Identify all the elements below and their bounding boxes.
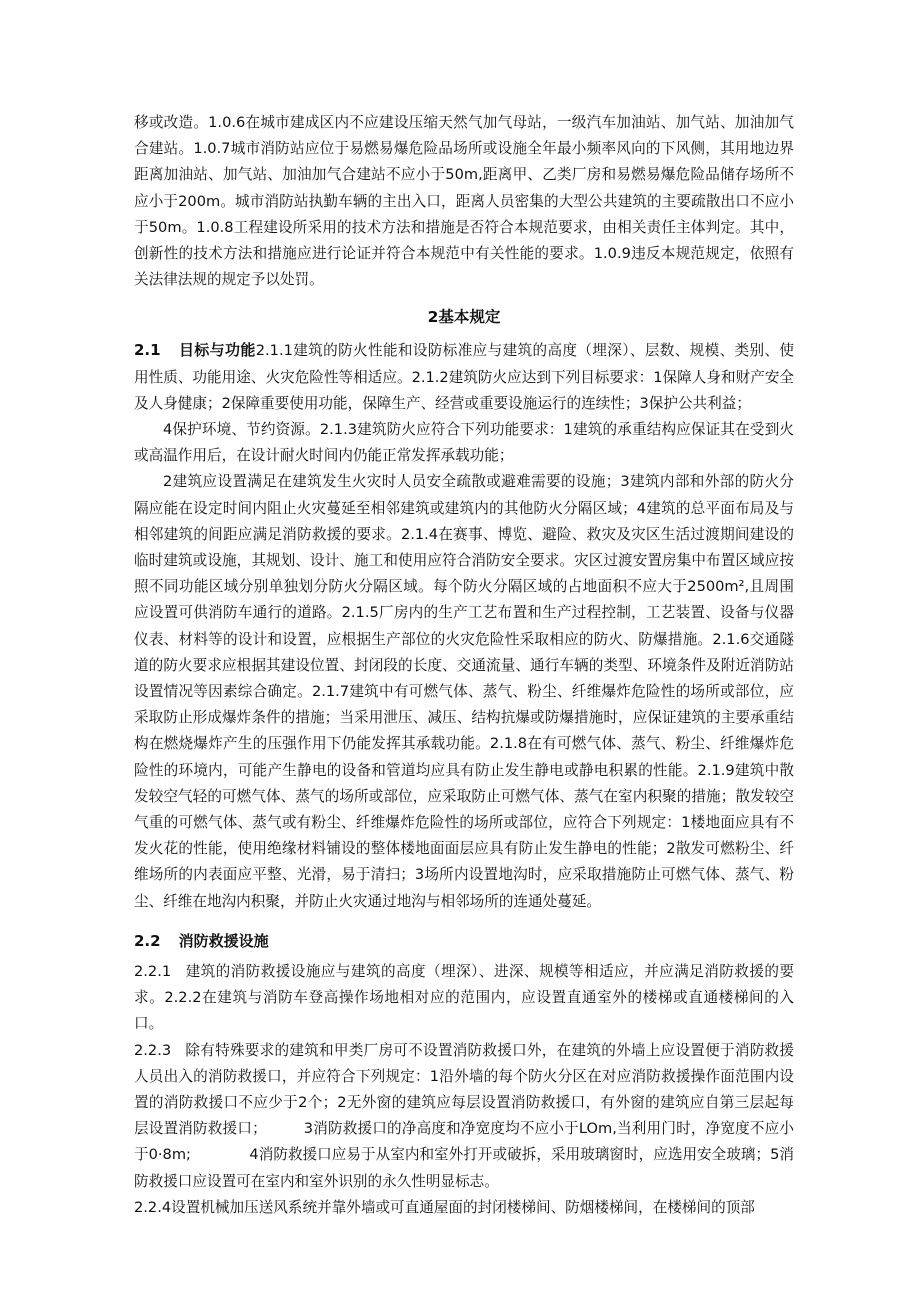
clause-2-2-1-paragraph bbox=[134, 959, 794, 1038]
clause-2-2-3-paragraph bbox=[134, 1038, 794, 1195]
document-page bbox=[134, 110, 794, 1221]
clause-2-2-3-number: 2.2.3 bbox=[134, 1041, 172, 1059]
section-2-1-paragraph-3: 2建筑应设置满足在建筑发生火灾时人员安全疏散或避难需要的设施；3建筑内部和外部的防火分隔应能在设定时间内阻止火灾蔓延至相邻建筑或建筑内的其他防火分隔区域；4建筑的总平面布局及与相邻建筑的间距应满足消防救援的要求。2.1.4在赛事、博览、避险、救灾及灾区生活过渡期间建设的临时建筑或设施，其规划、设计、施工和使用应符合消防安全要求。灾区过渡安置房集中布置区域应按照不同功能区域分别单独划分防火分隔区域。每个防火分隔区域的占地面积不应大于2500m²,且周围应设置可供消防车通行的道路。2.1.5厂房内的生产工艺布置和生产过程控制，工艺装置、设备与仪器仪表、材料等的设计和设置，应根据生产部位的火灾危险性采取相应的防火、防爆措施。2.1.6交通隧道的防火要求应根据其建设位置、封闭段的长度、交通流量、通行车辆的类型、环境条件及附近消防站设置情况等因素综合确定。2.1.7建筑中有可燃气体、蒸气、粉尘、纤维爆炸危险性的场所或部位，应采取防止形成爆炸条件的措施；当采用泄压、减压、结构抗爆或防爆措施时，应保证建筑的主要承重结构在燃烧爆炸产生的压强作用下仍能发挥其承载功能。2.1.8在有可燃气体、蒸气、粉尘、纤维爆炸危险性的环境内，可能产生静电的设备和管道均应具有防止发生静电或静电积累的性能。2.1.9建筑中散发较空气轻的可燃气体、蒸气的场所或部位，应采取防止可燃气体、蒸气在室内积聚的措施；散发较空气重的可燃气体、蒸气或有粉尘、纤维爆炸危险性的场所或部位，应符合下列规定：1楼地面应具有不发火花的性能，使用绝缘材料铺设的整体楼地面面层应具有防止发生静电的性能；2散发可燃粉尘、纤维场所的内表面应平整、光滑，易于清扫；3场所内设置地沟时，应采取措施防止可燃气体、蒸气、粉尘、纤维在地沟内积聚，并防止火灾通过地沟与相邻场所的连通处蔓延。 bbox=[134, 473, 794, 910]
section-2-2-number: 2.2 bbox=[134, 931, 161, 950]
clause-2-2-1-text: 建筑的消防救援设施应与建筑的高度（埋深）、进深、规模等相适应，并应满足消防救援的要求。2.2.2在建筑与消防车登高操作场地相对应的范围内，应设置直通室外的楼梯或直通楼梯间的入口。 bbox=[134, 962, 794, 1033]
section-2-1-title: 目标与功能 bbox=[178, 341, 256, 360]
section-2-2-heading bbox=[134, 927, 794, 955]
section-2-2-title: 消防救援设施 bbox=[178, 931, 269, 950]
clause-2-2-4-paragraph: 2.2.4设置机械加压送风系统并靠外墙或可直通屋面的封闭楼梯间、防烟楼梯间，在楼梯间的顶部 bbox=[134, 1198, 755, 1216]
intro-paragraph: 移或改造。1.0.6在城市建成区内不应建设压缩天然气加气母站，一级汽车加油站、加气站、加油加气合建站。1.0.7城市消防站应位于易燃易爆危险品场所或设施全年最小频率风向的下风侧，其用地边界距离加油站、加气站、加油加气合建站不应小于50m,距离甲、乙类厂房和易燃易爆危险品储存场所不应小于200m。城市消防站执勤车辆的主出入口，距离人员密集的大型公共建筑的主要疏散出口不应小于50m。1.0.8工程建设所采用的技术方法和措施是否符合本规范要求，由相关责任主体判定。其中，创新性的技术方法和措施应进行论证并符合本规范中有关性能的要求。1.0.9违反本规范规定，依照有关法律法规的规定予以处罚。 bbox=[134, 114, 794, 289]
clause-2-2-3-text: 除有特殊要求的建筑和甲类厂房可不设置消防救援口外，在建筑的外墙上应设置便于消防救援人员出入的消防救援口，并应符合下列规定：1沿外墙的每个防火分区在对应消防救援操作面范围内设置的消防救援口不应少于2个；2无外窗的建筑应每层设置消防救援口，有外窗的建筑应自第三层起每层设置消防救援口； 3消防救援口的净高度和净宽度均不应小于LOm,当利用门时，净宽度不应小于0·8m; 4消防救援口应易于从室内和室外打开或破拆，采用玻璃窗时，应选用安全玻璃；5消防救援口应设置可在室内和室外识别的永久性明显标志。 bbox=[134, 1041, 794, 1190]
chapter-title: 2基本规定 bbox=[427, 308, 501, 327]
section-2-1-paragraph-1 bbox=[134, 337, 794, 417]
section-2-1-number: 2.1 bbox=[134, 341, 161, 360]
clause-2-2-1-number: 2.2.1 bbox=[134, 962, 172, 980]
section-2-1-text-1: 2.1.1建筑的防火性能和设防标准应与建筑的高度（埋深）、层数、规模、类别、使用性质、功能用途、火灾危险性等相适应。2.1.2建筑防火应达到下列目标要求：1保障人身和财产安全及人身健康；2保障重要使用功能，保障生产、经营或重要设施运行的连续性；3保护公共利益； bbox=[134, 342, 794, 412]
section-2-1-paragraph-2: 4保护环境、节约资源。2.1.3建筑防火应符合下列功能要求：1建筑的承重结构应保证其在受到火或高温作用后，在设计耐火时间内仍能正常发挥承载功能； bbox=[134, 421, 794, 465]
